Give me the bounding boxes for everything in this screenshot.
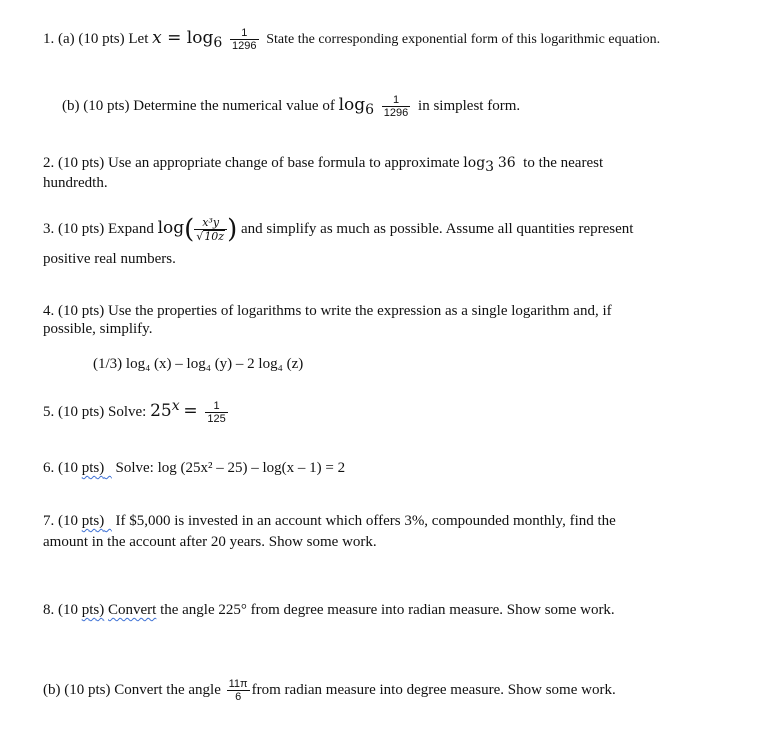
q8b-fraction <box>227 678 250 703</box>
q1b-fraction <box>382 94 410 119</box>
q3-fraction <box>194 217 227 243</box>
question-4-expression: (1/3) log₄ (x) – log₄ (y) – 2 log₄ (z) <box>93 356 304 372</box>
q2-log: log <box>463 155 486 171</box>
q6-pts: pts) <box>81 460 105 476</box>
question-7-line2: amount in the account after 20 years. Show some work. <box>43 534 377 550</box>
question-7-line1 <box>43 512 616 530</box>
question-8b <box>43 673 616 707</box>
q8b-numerator: 11π <box>228 678 248 691</box>
question-1b <box>62 94 520 119</box>
q5-denominator: 125 <box>207 413 226 426</box>
q1a-denominator: 1296 <box>232 40 257 52</box>
q7-pts: pts) <box>81 513 105 529</box>
question-5 <box>43 397 232 425</box>
q1b-suffix: in simplest form. <box>418 97 521 114</box>
q8b-denominator: 6 <box>227 690 250 703</box>
q2-suffix: to the nearest <box>523 155 604 171</box>
q7-underline-gap <box>104 513 112 529</box>
q6-label: 6. (10 <box>43 460 82 476</box>
question-3-line1 <box>43 210 633 248</box>
question-4-line2: possible, simplify. <box>43 321 153 337</box>
q1a-base: 6 <box>213 34 223 51</box>
question-3-line2: positive real numbers. <box>43 251 176 267</box>
question-8 <box>43 601 615 619</box>
left-paren: ( <box>184 214 195 245</box>
q1a-log: = log <box>161 27 214 48</box>
q3-log: log <box>157 218 185 238</box>
q7-rest: If $5,000 is invested in an account which offers 3%, compounded monthly, find the <box>111 513 616 529</box>
q1a-prefix: 1. (a) (10 pts) Let <box>43 30 153 47</box>
q5-exponent: x <box>171 398 180 414</box>
q5-base: 25 <box>150 401 172 421</box>
q1b-numerator: 1 <box>392 94 400 106</box>
q8-convert: Convert <box>108 602 157 618</box>
q5-equals: = <box>183 401 198 421</box>
q3-suffix: and simplify as much as possible. Assume all quantities represent <box>241 221 634 237</box>
q6-underline-gap <box>104 460 112 476</box>
q2-argument: 36 <box>497 155 516 171</box>
q1a-numerator: 1 <box>241 27 248 39</box>
q1a-suffix: State the corresponding exponential form of this logarithmic equation. <box>266 31 661 47</box>
question-1a <box>43 27 660 52</box>
q8-pts: pts) <box>81 602 105 618</box>
q1a-fraction <box>230 27 258 52</box>
q3-numerator: x³y <box>202 215 220 229</box>
question-2-line1 <box>43 154 603 176</box>
q1b-denominator: 1296 <box>383 107 409 119</box>
q7-label: 7. (10 <box>43 513 82 529</box>
q3-prefix: 3. (10 pts) Expand <box>43 221 158 237</box>
q8b-prefix: (b) (10 pts) Convert the angle <box>43 682 225 698</box>
right-paren: ) <box>227 214 238 245</box>
question-4-line1: 4. (10 pts) Use the properties of logarithms to write the expression as a single logarithm and, if <box>43 303 612 319</box>
q8-label: 8. (10 <box>43 602 82 618</box>
q5-fraction <box>205 400 227 425</box>
q8-rest: the angle 225° from degree measure into radian measure. Show some work. <box>156 602 615 618</box>
q2-base: 3 <box>485 159 495 175</box>
question-2-line2: hundredth. <box>43 175 108 191</box>
q1b-prefix: (b) (10 pts) Determine the numerical value of <box>62 97 339 114</box>
q5-numerator: 1 <box>213 400 220 413</box>
q1b-base: 6 <box>365 101 375 118</box>
q2-prefix: 2. (10 pts) Use an appropriate change of base formula to approximate <box>43 155 464 171</box>
q1a-variable: x <box>152 27 162 48</box>
question-6 <box>43 459 345 477</box>
q1b-log: log <box>338 94 366 115</box>
q5-prefix: 5. (10 pts) Solve: <box>43 404 151 420</box>
q8b-suffix: from radian measure into degree measure. Show some work. <box>251 682 616 698</box>
q3-radicand: 10z <box>204 229 225 243</box>
q6-rest: Solve: log (25x² – 25) – log(x – 1) = 2 <box>111 460 346 476</box>
q3-denominator: √10z <box>194 229 227 243</box>
